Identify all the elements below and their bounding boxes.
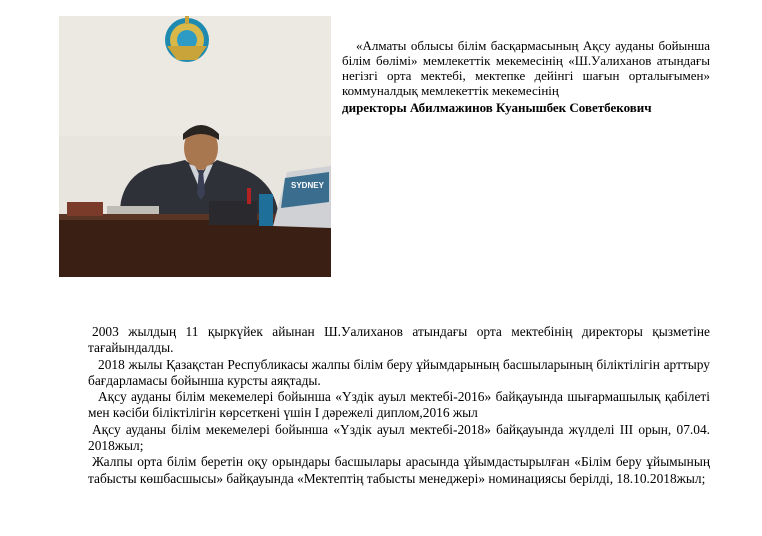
- director-photo: [59, 16, 331, 277]
- bio-paragraph-2: 2018 жылы Қазақстан Республикасы жалпы білім беру ұйымдарының басшыларының біліктілігін арттыру бағдарламасы бойынша курсты аяқтады.: [88, 356, 710, 388]
- director-name: директоры Абилмажинов Куанышбек Советбекович: [342, 100, 652, 115]
- calendar-label: SYDNEY: [291, 181, 324, 190]
- bio-paragraph-3: Ақсу ауданы білім мекемелері бойынша «Үздік ауыл мектебі-2016» байқауында шығармашылық қабілеті мен кәсіби біліктілігін көрсеткені үшін I дәрежелі диплом,2016 жыл: [88, 389, 710, 421]
- bio-paragraph-5: Жалпы орта білім беретін оқу орындары басшылары арасында ұйымдастырылған «Білім беру ұйымының табысты көшбасшысы» байқауында «Мектептің табысты менеджері» номинациясы берілді, 18.10.2018жыл;: [88, 454, 710, 486]
- intro-block: [342, 38, 710, 115]
- bio-paragraph-4: Ақсу ауданы білім мекемелері бойынша «Үздік ауыл мектебі-2018» байқауында жүлделі III орын, 07.04. 2018жыл;: [88, 421, 710, 454]
- bio-paragraph-1: 2003 жылдың 11 қыркүйек айынан Ш.Уалиханов атындағы орта мектебінің директоры қызметіне тағайындалды.: [88, 324, 710, 356]
- biography: [88, 324, 710, 487]
- organization-text: «Алматы облысы білім басқармасының Ақсу ауданы бойынша білім бөлімі» мемлекеттік мекемесінің «Ш.Уалиханов атындағы негізгі орта мектебі, мектепке дейінгі шағын орталығымен» коммуналдық мемлекеттік мекемесінің: [342, 38, 710, 98]
